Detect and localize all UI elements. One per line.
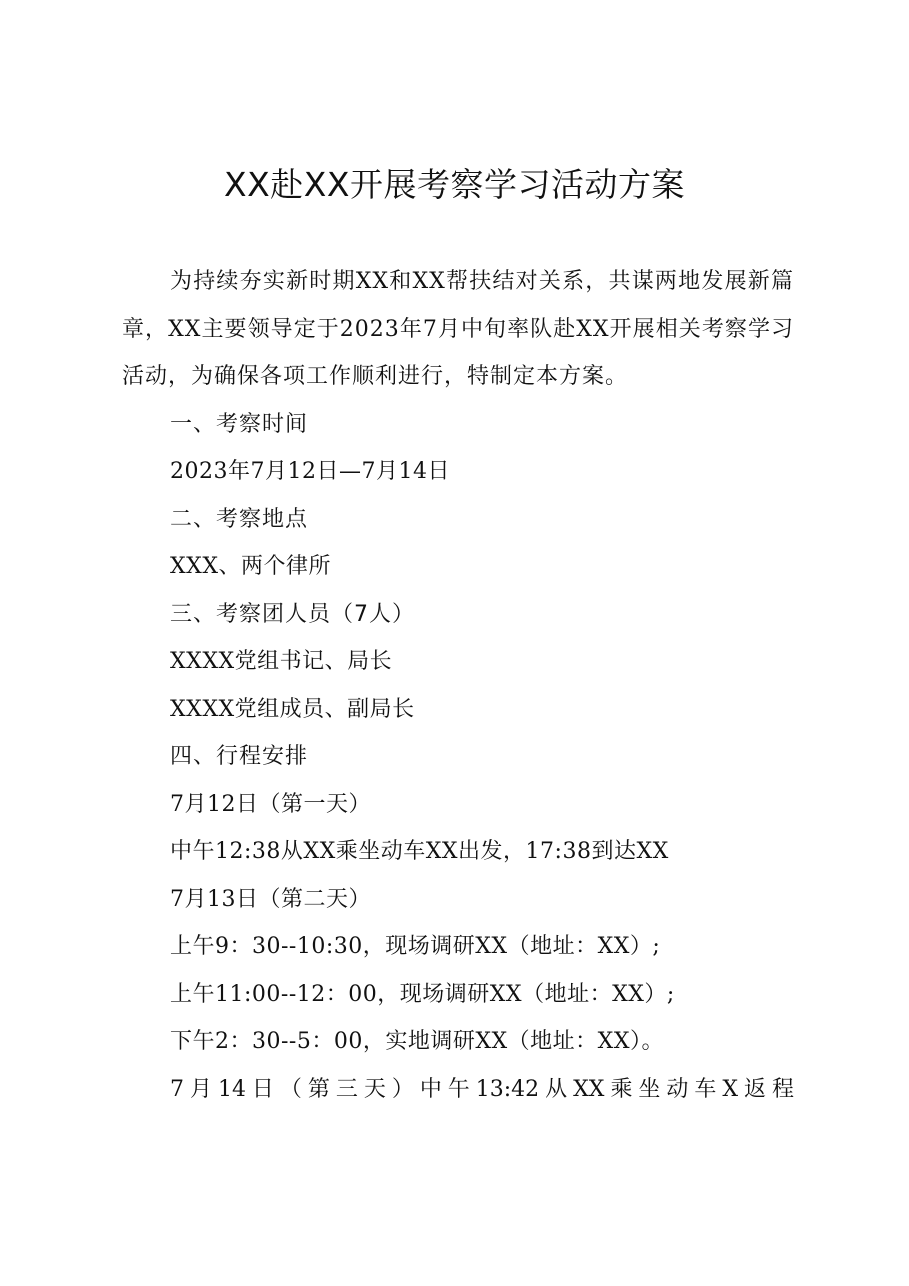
section-heading-time: 一、考察时间 [170, 411, 309, 437]
section-content-location: XXX、两个律所 [170, 554, 331, 579]
section-heading-schedule: 四、行程安排 [170, 744, 309, 769]
section-heading-location: 二、考察地点 [170, 506, 309, 532]
member-item: XXXX党组成员、副局长 [170, 696, 415, 722]
document-title: XX赴XX开展考察学习活动方案 [224, 165, 685, 204]
schedule-line: 上午11:00--12：00，现场调研XX（地址：XX）; [170, 981, 675, 1007]
schedule-line: 上午9：30--10:30，现场调研XX（地址：XX）; [170, 934, 661, 959]
schedule-line: 7月12日（第一天） [170, 791, 371, 817]
intro-paragraph: 为持续夯实新时期XX和XX帮扶结对关系，共谋两地发展新篇章，XX主要领导定于2023年7月中旬率队赴XX开展相关考察学习活动，为确保各项工作顺利进行，特制定本方案。 [122, 269, 794, 389]
document-body [122, 258, 794, 1113]
section-content-time: 2023年7月12日—7月14日 [170, 459, 450, 484]
member-item: XXXX党组书记、局长 [170, 649, 393, 674]
section-heading-members: 三、考察团人员（7人） [170, 601, 415, 627]
schedule-line: 下午2：30--5：00，实地调研XX（地址：XX）。 [170, 1029, 664, 1054]
schedule-line: 中午12:38从XX乘坐动车XX出发，17:38到达XX [170, 839, 669, 864]
schedule-line: 7月14日（第三天）中午13:42从XX乘坐动车X返程 [170, 1076, 794, 1102]
schedule-line: 7月13日（第二天） [170, 886, 371, 912]
